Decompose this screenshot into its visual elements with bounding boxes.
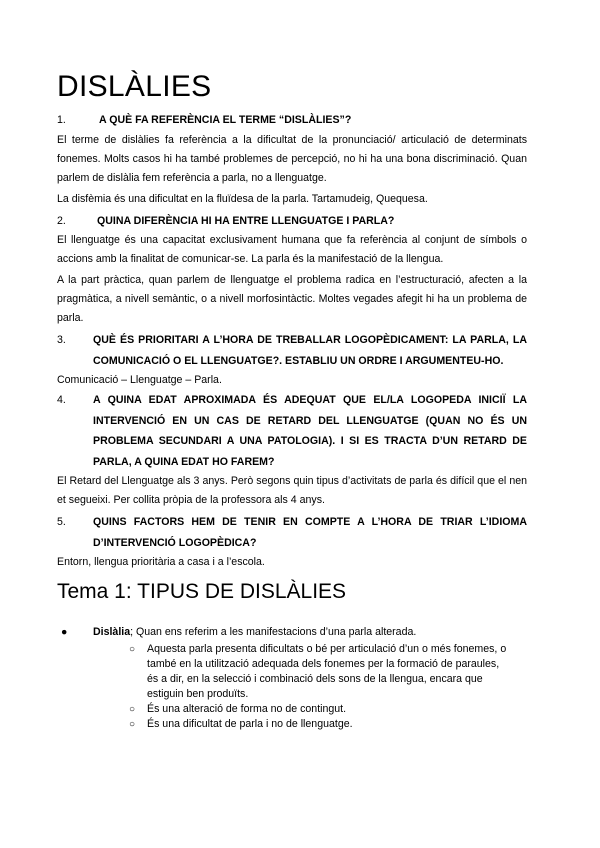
sub-list-item bbox=[129, 717, 507, 732]
circle-bullet-icon: ○ bbox=[129, 719, 136, 730]
question-1 bbox=[57, 110, 527, 131]
question-number: 1. bbox=[57, 114, 66, 126]
qa-content bbox=[57, 110, 527, 574]
answer-paragraph: El terme de dislàlies fa referència a la dificultat de la pronunciació/ articulació de determinats fonemes. Molts casos hi ha també problemes de percepció, no hi ha una bona discriminació. Quan parlem de dislàlia fem referència a parla, no a llenguatge. bbox=[57, 133, 527, 184]
bullet-icon: ● bbox=[61, 626, 68, 638]
term: Dislàlia bbox=[93, 626, 131, 638]
circle-bullet-icon: ○ bbox=[129, 704, 136, 715]
answer-paragraph: A la part pràctica, quan parlem de llenguatge el problema radica en l’estructuració, afecten a la pragmàtica, a nivell semàntic, o a nivell morfosintàctic. Moltes vegades afegit hi ha un problema de parla. bbox=[57, 274, 527, 324]
question-number: 4. bbox=[57, 394, 66, 406]
sub-list-item bbox=[129, 702, 507, 717]
answer-paragraph: El llenguatge és una capacitat exclusivament humana que fa referència al conjunt de símbols o accions amb la finalitat de comunicar-se. La parla és la manifestació de la llengua. bbox=[57, 234, 527, 265]
question-text: QUINA DIFERÈNCIA HI HA ENTRE LLENGUATGE I PARLA? bbox=[97, 214, 395, 227]
sub-list-item-text: Aquesta parla presenta dificultats o bé per articulació d’un o més fonemes, o també en la utilització adequada dels fonemes per la formació de paraules, és a dir, en la selecció i combinació dels sons de la llengua, encara que estiguin ben produïts. bbox=[147, 643, 507, 700]
answer-paragraph: El Retard del Llenguatge als 3 anys. Però segons quin tipus d’activitats de parla és difícil que el nen et segueixi. Per collita pròpia de la professora als 4 anys. bbox=[57, 475, 527, 506]
question-text: A QUÈ FA REFERÈNCIA EL TERME “DISLÀLIES”? bbox=[99, 114, 352, 126]
question-number: 5. bbox=[57, 516, 66, 528]
page-title: DISLÀLIES bbox=[57, 70, 212, 103]
section-heading: Tema 1: TIPUS DE DISLÀLIES bbox=[57, 580, 347, 603]
question-3 bbox=[57, 330, 527, 371]
definition: ; Quan ens referim a les manifestacions d’una parla alterada. bbox=[130, 626, 417, 638]
answer-paragraph: La disfèmia és una dificultat en la fluïdesa de la parla. Tartamudeig, Quequesa. bbox=[57, 192, 428, 205]
answer-paragraph: Entorn, llengua prioritària a casa i a l’escola. bbox=[57, 556, 265, 568]
question-number: 3. bbox=[57, 334, 66, 346]
list-item bbox=[57, 625, 507, 640]
circle-bullet-icon: ○ bbox=[129, 644, 136, 655]
sub-list-item-text: És una alteració de forma no de contingut. bbox=[147, 703, 347, 715]
sub-list-item bbox=[129, 642, 507, 702]
question-2 bbox=[57, 211, 527, 232]
question-number: 2. bbox=[57, 214, 66, 227]
sub-list-item-text: És una dificultat de parla i no de llenguatge. bbox=[147, 718, 353, 730]
question-text: QUÈ ÉS PRIORITARI A L’HORA DE TREBALLAR LOGOPÈDICAMENT: LA PARLA, LA COMUNICACIÓ O EL LLENGUATGE?. ESTABLIU UN ORDRE I ARGUMENTEU-HO. bbox=[93, 334, 527, 367]
bullet-list bbox=[57, 625, 507, 732]
question-5 bbox=[57, 512, 527, 553]
question-4 bbox=[57, 390, 527, 472]
question-text: QUINS FACTORS HEM DE TENIR EN COMPTE A L’HORA DE TRIAR L’IDIOMA D’INTERVENCIÓ LOGOPÈDICA? bbox=[93, 516, 527, 549]
answer-paragraph: Comunicació – Llenguatge – Parla. bbox=[57, 374, 222, 386]
question-text: A QUINA EDAT APROXIMADA ÉS ADEQUAT QUE EL/LA LOGOPEDA INICIÏ LA INTERVENCIÓ EN UN CAS DE RETARD DEL LLENGUATGE (QUAN NO ÉS UN PROBLEMA SECUNDARI A UNA PATOLOGIA). I SI ES TRACTA D’UN RETARD DE PARLA, A QUINA EDAT HO FAREM? bbox=[93, 394, 527, 468]
list-item-text bbox=[93, 625, 416, 640]
